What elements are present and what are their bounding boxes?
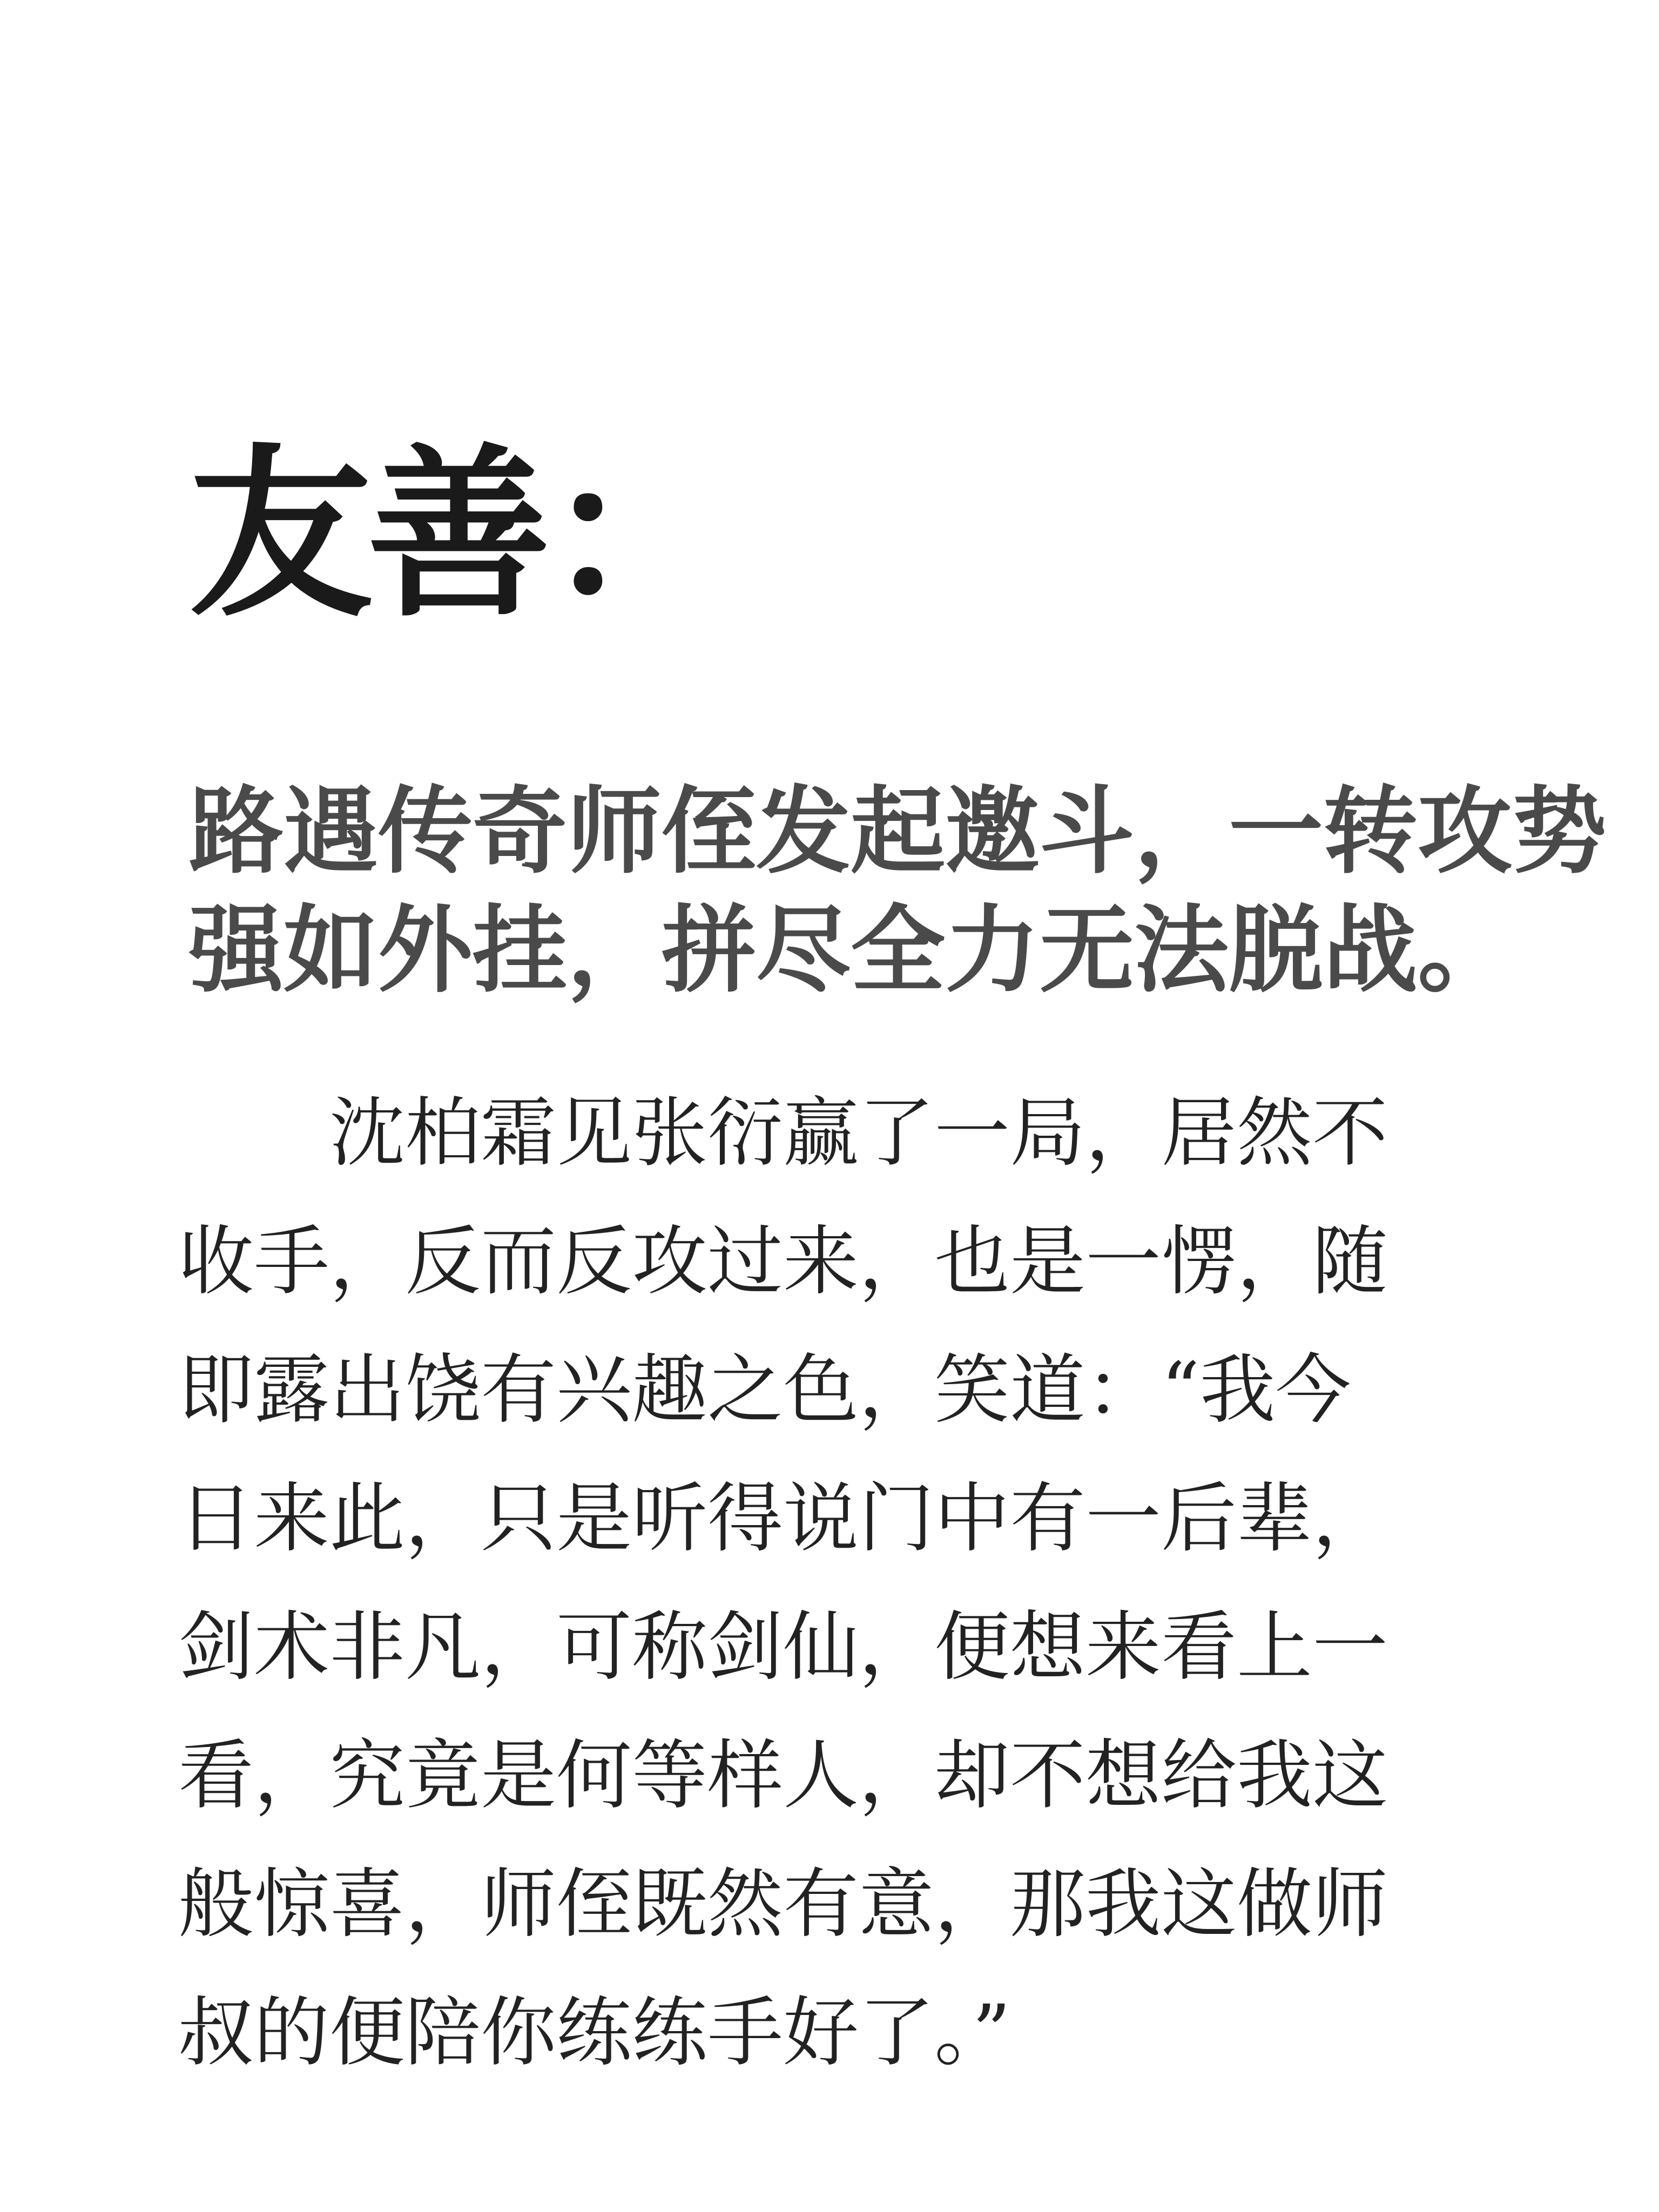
body-line: 即露出饶有兴趣之色，笑道：“我今 — [178, 1346, 1351, 1434]
body-line: 叔的便陪你练练手好了。” — [178, 1989, 1011, 2077]
page-title: 友善： — [189, 427, 724, 642]
body-line: 般惊喜，师侄既然有意，那我这做师 — [178, 1860, 1388, 1948]
body-paragraph — [178, 1069, 1474, 2098]
body-line: 沈柏霜见张衍赢了一局，居然不 — [329, 1089, 1388, 1177]
body-line: 剑术非凡，可称剑仙，便想来看上一 — [178, 1603, 1388, 1691]
body-line: 日来此，只是听得说门中有一后辈， — [178, 1475, 1388, 1563]
subtitle-line: 路遇传奇师侄发起邀斗，一转攻势 — [189, 776, 1607, 887]
subtitle-line: 强如外挂，拼尽全力无法脱战。 — [189, 895, 1512, 1006]
body-line: 收手，反而反攻过来，也是一愣，随 — [178, 1218, 1388, 1306]
subtitle — [189, 772, 1607, 1010]
body-line: 看，究竟是何等样人，却不想给我这 — [178, 1732, 1388, 1820]
